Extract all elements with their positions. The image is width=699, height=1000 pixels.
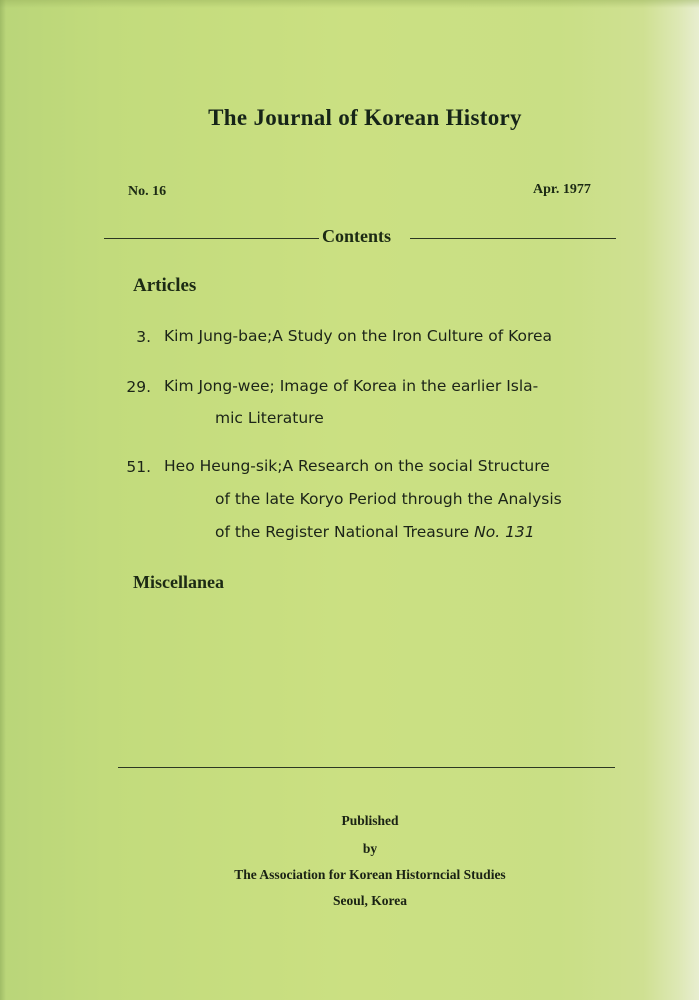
article-page-number: 3.	[136, 328, 151, 346]
articles-heading: Articles	[133, 275, 197, 296]
article-text-segment: of the Register National Treasure	[215, 523, 475, 541]
article-text-line: Heo Heung-sik;A Research on the social Structure	[164, 457, 550, 475]
publisher-name: The Association for Korean Historncial Studies	[234, 867, 506, 882]
article-page-number: 51.	[126, 458, 151, 476]
miscellanea-heading: Miscellanea	[133, 572, 224, 592]
contents-heading: Contents	[322, 226, 392, 246]
publisher-location: Seoul, Korea	[333, 893, 407, 908]
issue-date: Apr. 1977	[533, 182, 591, 197]
page-edge-shadow	[0, 0, 699, 8]
article-text-line: mic Literature	[215, 409, 324, 427]
contents-rule-right	[410, 238, 616, 239]
footer-rule	[118, 767, 615, 768]
issue-number: No. 16	[128, 184, 167, 199]
article-text-line: Kim Jong-wee; Image of Korea in the earlier Isla-	[164, 377, 539, 395]
article-page-number: 29.	[126, 378, 151, 396]
treasure-number: No. 131	[474, 523, 535, 541]
publisher-line-published: Published	[341, 813, 399, 828]
publisher-line-by: by	[362, 841, 378, 856]
article-text-line-last	[215, 523, 535, 541]
article-text-line: Kim Jung-bae;A Study on the Iron Culture of Korea	[164, 327, 553, 345]
journal-title: The Journal of Korean History	[208, 105, 522, 130]
contents-rule-left	[104, 238, 319, 239]
article-text-line: of the late Koryo Period through the Analysis	[215, 490, 562, 508]
